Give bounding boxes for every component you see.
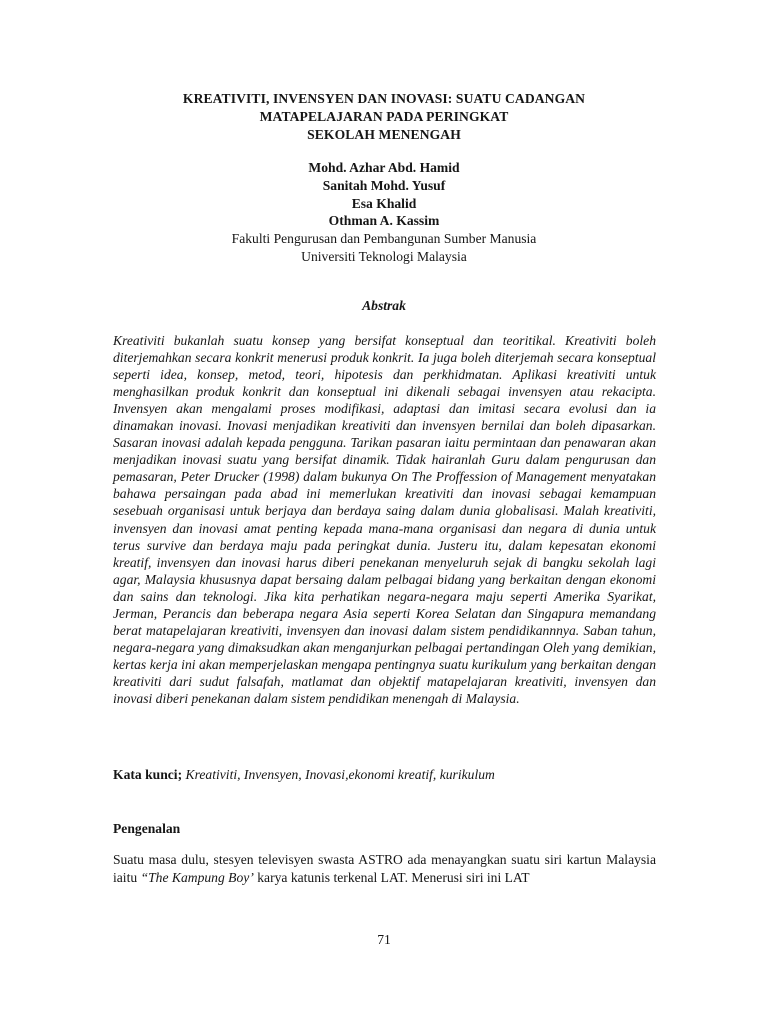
author-4: Othman A. Kassim	[328, 213, 440, 229]
author-2: Sanitah Mohd. Yusuf	[322, 177, 446, 193]
title-line-1: KREATIVITI, INVENSYEN DAN INOVASI: SUATU CADANGAN	[182, 91, 586, 106]
page-number: 71	[377, 932, 391, 947]
paper-title	[100, 90, 668, 144]
title-line-2: MATAPELAJARAN PADA PERINGKAT	[259, 109, 509, 124]
abstract-text: Kreativiti bukanlah suatu konsep yang bersifat konseptual dan teoritikal. Kreativiti boleh diterjemahkan secara konkrit menerusi produk konkrit. Ia juga boleh diterjemah secara konseptual seperti idea, konsep, metod, teori, hipotesis dan perkhidmatan. Aplikasi kreativiti untuk menghasilkan produk konkrit dan konseptual ini dikenali sebagai invensyen atau rekacipta. Invensyen akan mengalami proses modifikasi, adaptasi dan imitasi secara evolusi dan ia dinamakan inovasi. Inovasi menjadikan kreativiti dan invensyen bernilai dan boleh dipasarkan. Sasaran inovasi adalah kepada pengguna. Tarikan pasaran iaitu permintaan dan penawaran akan menjadikan inovasi suatu yang bersifat dinamik. Tidak hairanlah Guru dalam pengurusan dan pemasaran, Peter Drucker (1998) dalam bukunya On The Proffession of Management menyatakan bahawa persaingan pada abad ini memerlukan kreativiti dan inovasi sebagai kemampuan sesebuah organisasi untuk berjaya dan berdaya saing dalam dunia globalisasi. Malah kreativiti, invensyen dan inovasi amat penting kepada mana-mana organisasi dan negara di dunia untuk terus survive dan berdaya maju pada peringkat dunia. Justeru itu, dalam kepesatan ekonomi kreatif, invensyen dan inovasi harus diberi penekanan menyeluruh sejak di bangku sekolah lagi agar, Malaysia khususnya dapat bersaing dalam pelbagai bidang yang berkaitan dengan ekonomi dan sains dan teknologi. Jika kita perhatikan negara-negara maju seperti Amerika Syarikat, Jerman, Perancis dan beberapa negara Asia seperti Korea Selatan dan Singapura memandang berat matapelajaran kreativiti, invensyen dan inovasi dalam sistem pendidikannnya. Saban tahun, negara-negara yang dimaksudkan akan menganjurkan pelbagai pertandingan Oleh yang demikian, kertas kerja ini akan memperjelaskan mengapa pentingnya suatu kurikulum yang berkaitan dengan kreativiti dari sudut falsafah, matlamat dan objektif matapelajaran kreativiti, invensyen dan inovasi diberi penekanan dalam sistem pendidikan menengah di Malaysia.	[113, 333, 656, 706]
affiliation-faculty: Fakulti Pengurusan dan Pembangunan Sumber Manusia	[231, 231, 537, 247]
introduction-paragraph	[113, 851, 656, 886]
keywords-label: Kata kunci;	[113, 767, 183, 782]
author-3: Esa Khalid	[351, 195, 417, 211]
intro-text-after: karya katunis terkenal LAT. Menerusi siri ini LAT	[253, 869, 530, 885]
title-line-3: SEKOLAH MENENGAH	[307, 127, 461, 142]
intro-quoted-title: “The Kampung Boy’	[140, 869, 254, 885]
intro-text-before: Suatu masa dulu, stesyen televisyen swasta ASTRO ada menayangkan suatu siri kartun Malaysia iaitu	[113, 852, 656, 885]
keywords-text: Kreativiti, Invensyen, Inovasi,ekonomi kreatif, kurikulum	[185, 767, 495, 782]
section-heading-introduction: Pengenalan	[113, 821, 181, 836]
author-block	[100, 159, 668, 266]
affiliation-university: Universiti Teknologi Malaysia	[301, 248, 467, 264]
author-1: Mohd. Azhar Abd. Hamid	[308, 160, 460, 175]
keywords-line	[113, 766, 673, 784]
abstract-heading: Abstrak	[362, 298, 406, 313]
